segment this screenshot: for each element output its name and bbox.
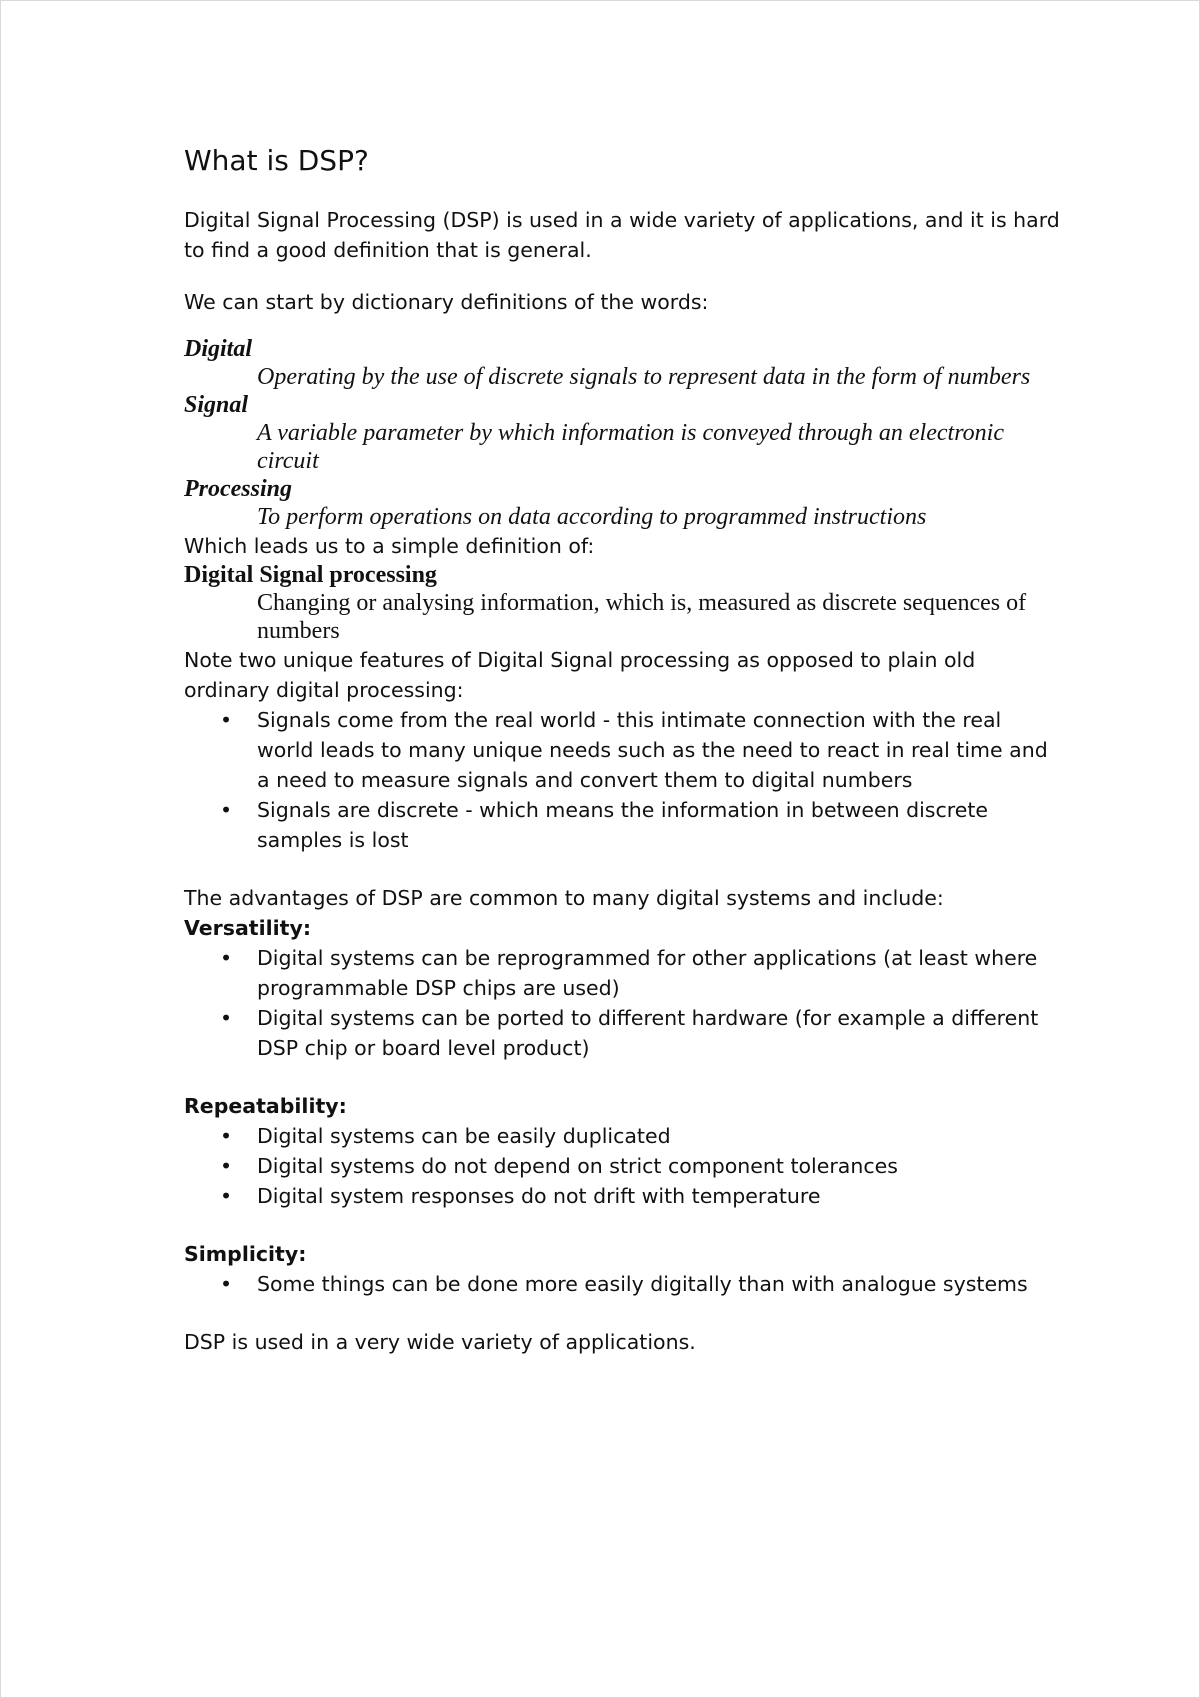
dictionary-intro: We can start by dictionary definitions of the words: <box>184 290 709 314</box>
leads-to-text: Which leads us to a simple definition of: <box>184 534 595 558</box>
closing-paragraph: DSP is used in a very wide variety of applications. <box>184 1330 696 1354</box>
section-simplicity <box>184 1239 1064 1299</box>
bullet-icon: • <box>220 1154 233 1178</box>
list-item: • Some things can be done more easily digitally than with analogue systems <box>184 1269 1064 1299</box>
features-intro: Note two unique features of Digital Signal processing as opposed to plain old ordinary digital processing: <box>184 648 976 702</box>
definition-digital: Operating by the use of discrete signals to represent data in the form of numbers <box>257 364 1031 390</box>
bullet-icon: • <box>220 1184 233 1208</box>
bullet-icon: • <box>220 708 233 732</box>
section-repeatability <box>184 1091 1064 1211</box>
term-processing: Processing <box>184 476 292 502</box>
list-item: • Digital system responses do not drift with temperature <box>184 1181 1064 1211</box>
term-dsp: Digital Signal processing <box>184 562 437 588</box>
definition-processing: To perform operations on data according to programmed instructions <box>257 504 927 530</box>
list-item: • Signals are discrete - which means the information in between discrete samples is lost <box>184 795 1064 855</box>
list-item: • Digital systems can be ported to different hardware (for example a different DSP chip or board level product) <box>184 1003 1064 1063</box>
bullet-icon: • <box>220 946 233 970</box>
list-item: • Digital systems do not depend on strict component tolerances <box>184 1151 1064 1181</box>
features-list <box>184 705 1064 855</box>
repeatability-list <box>184 1121 1064 1211</box>
bullet-icon: • <box>220 1272 233 1296</box>
document-body <box>184 141 1064 1357</box>
advantages-intro: The advantages of DSP are common to many digital systems and include: <box>184 886 944 910</box>
definition-signal: A variable parameter by which information is conveyed through an electronic circuit <box>257 420 1004 474</box>
section-heading: Repeatability: <box>184 1094 347 1118</box>
term-signal: Signal <box>184 392 249 418</box>
bullet-icon: • <box>220 798 233 822</box>
term-digital: Digital <box>184 336 253 362</box>
section-versatility <box>184 913 1064 1063</box>
bullet-icon: • <box>220 1124 233 1148</box>
page-title: What is DSP? <box>184 144 369 177</box>
bullet-icon: • <box>220 1006 233 1030</box>
list-item: • Signals come from the real world - this intimate connection with the real world leads to many unique needs such as the need to react in real time and a need to measure signals and convert them to digital numbers <box>184 705 1064 795</box>
definitions-list <box>184 335 1064 531</box>
intro-paragraph: Digital Signal Processing (DSP) is used in a wide variety of applications, and it is hard to find a good definition that is general. <box>184 208 1060 262</box>
definition-dsp: Changing or analysing information, which is, measured as discrete sequences of numbers <box>257 590 1027 644</box>
list-item: • Digital systems can be easily duplicated <box>184 1121 1064 1151</box>
simplicity-list <box>184 1269 1064 1299</box>
section-heading: Simplicity: <box>184 1242 307 1266</box>
section-heading: Versatility: <box>184 916 312 940</box>
list-item: • Digital systems can be reprogrammed for other applications (at least where programmable DSP chips are used) <box>184 943 1064 1003</box>
versatility-list <box>184 943 1064 1063</box>
